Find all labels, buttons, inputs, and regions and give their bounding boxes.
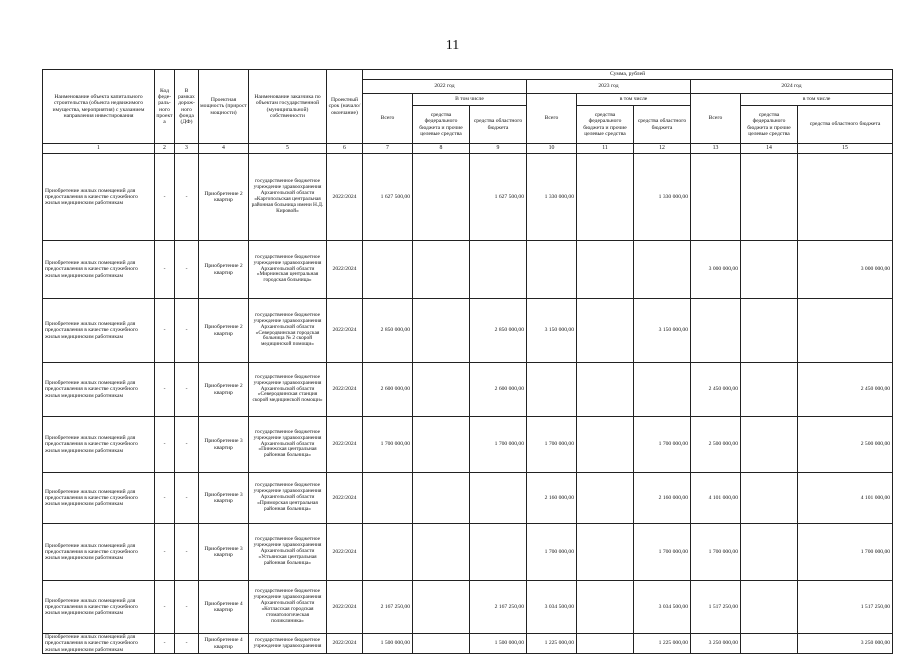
header-reg-2023: средства областного бюджета: [634, 106, 691, 144]
total-2024: 3 000 000,00: [691, 241, 741, 299]
total-2024: 1 700 000,00: [691, 524, 741, 581]
project-code: -: [155, 417, 175, 473]
fed-2022: [413, 299, 470, 363]
total-2022: 1 500 000,00: [363, 634, 413, 654]
table-row: [43, 417, 893, 473]
fed-2022: [413, 363, 470, 417]
fed-2023: [577, 524, 634, 581]
object-name: Приобретение жилых помещений для предоставления в качестве служебного жилья медицинским работникам: [43, 363, 155, 417]
fed-2023: [577, 363, 634, 417]
capacity: Приобретение 4 квартир: [199, 581, 249, 634]
total-2024: 2 500 000,00: [691, 417, 741, 473]
object-name: Приобретение жилых помещений для предоставления в качестве служебного жилья медицинским работникам: [43, 473, 155, 524]
object-name: Приобретение жилых помещений для предоставления в качестве служебного жилья медицинским работникам: [43, 581, 155, 634]
header-fed-2022: средства федерального бюджета и прочие целевые средства: [413, 106, 470, 144]
reg-2023: 3 150 000,00: [634, 299, 691, 363]
fed-2023: [577, 634, 634, 654]
total-2023: 1 225 000,00: [527, 634, 577, 654]
reg-2024: 1 517 250,00: [798, 581, 893, 634]
total-2022: 1 627 500,00: [363, 154, 413, 241]
header-incl-2024: в том числе: [741, 94, 893, 106]
reg-2022: [470, 241, 527, 299]
fed-2024: [741, 524, 798, 581]
total-2024: 3 250 000,00: [691, 634, 741, 654]
investment-table-sheet: [42, 69, 892, 653]
total-2022: [363, 241, 413, 299]
header-project-code: Код феде-раль-ного проекта: [155, 70, 175, 144]
table-row: [43, 241, 893, 299]
total-2023: 2 160 000,00: [527, 473, 577, 524]
capacity: Приобретение 2 квартир: [199, 241, 249, 299]
road-fund: -: [175, 524, 199, 581]
header-capacity: Проектная мощность (прирост мощности): [199, 70, 249, 144]
header-incl-2023: в том числе: [577, 94, 691, 106]
fed-2023: [577, 154, 634, 241]
fed-2023: [577, 581, 634, 634]
fed-2022: [413, 524, 470, 581]
column-number: 7: [363, 144, 413, 154]
capacity: Приобретение 3 квартир: [199, 417, 249, 473]
object-name: Приобретение жилых помещений для предоставления в качестве служебного жилья медицинским работникам: [43, 154, 155, 241]
term: 2022/2024: [327, 634, 363, 654]
investment-table: [42, 69, 893, 654]
column-number: 5: [249, 144, 327, 154]
fed-2023: [577, 473, 634, 524]
column-number: 8: [413, 144, 470, 154]
reg-2023: [634, 241, 691, 299]
table-row: [43, 524, 893, 581]
total-2022: [363, 473, 413, 524]
reg-2022: 2 600 000,00: [470, 363, 527, 417]
column-number: 15: [798, 144, 893, 154]
road-fund: -: [175, 417, 199, 473]
table-row: [43, 581, 893, 634]
reg-2022: [470, 473, 527, 524]
fed-2024: [741, 581, 798, 634]
header-year-2024: 2024 год: [691, 80, 893, 94]
header-road-fund: В рамках дорож-ного фонда (ДФ): [175, 70, 199, 144]
reg-2024: 2 500 000,00: [798, 417, 893, 473]
total-2024: [691, 154, 741, 241]
header-term: Проектный срок (начало/окончание): [327, 70, 363, 144]
road-fund: -: [175, 363, 199, 417]
total-2023: 3 034 500,00: [527, 581, 577, 634]
total-2023: 1 700 000,00: [527, 417, 577, 473]
project-code: -: [155, 299, 175, 363]
project-code: -: [155, 634, 175, 654]
customer: государственное бюджетное учреждение здравоохранения Архангельской области «Северодвинская станция скорой медицинской помощи»: [249, 363, 327, 417]
column-number: 2: [155, 144, 175, 154]
fed-2022: [413, 154, 470, 241]
customer: государственное бюджетное учреждение здравоохранения Архангельской области «Каргопольская центральная районная больница имени Н.Д. Кировой»: [249, 154, 327, 241]
reg-2022: 2 850 000,00: [470, 299, 527, 363]
header-fed-2023: средства федерального бюджета и прочие целевые средства: [577, 106, 634, 144]
table-row: [43, 299, 893, 363]
header-incl-2022: В том числе: [413, 94, 527, 106]
reg-2022: 1 700 000,00: [470, 417, 527, 473]
header-total-2023: Всего: [527, 94, 577, 144]
fed-2024: [741, 299, 798, 363]
table-header: [43, 70, 893, 154]
reg-2024: 4 101 000,00: [798, 473, 893, 524]
term: 2022/2024: [327, 473, 363, 524]
term: 2022/2024: [327, 581, 363, 634]
capacity: Приобретение 3 квартир: [199, 524, 249, 581]
project-code: -: [155, 363, 175, 417]
column-number: 9: [470, 144, 527, 154]
customer: государственное бюджетное учреждение здравоохранения Архангельской области «Устьянская центральная районная больница»: [249, 524, 327, 581]
term: 2022/2024: [327, 154, 363, 241]
reg-2023: 3 034 500,00: [634, 581, 691, 634]
header-sum: Сумма, рублей: [363, 70, 893, 80]
object-name: Приобретение жилых помещений для предоставления в качестве служебного жилья медицинским работникам: [43, 634, 155, 654]
total-2022: 2 600 000,00: [363, 363, 413, 417]
project-code: -: [155, 241, 175, 299]
road-fund: -: [175, 581, 199, 634]
fed-2023: [577, 299, 634, 363]
project-code: -: [155, 581, 175, 634]
term: 2022/2024: [327, 417, 363, 473]
header-total-2022: Всего: [363, 94, 413, 144]
column-number: 12: [634, 144, 691, 154]
reg-2023: 2 160 000,00: [634, 473, 691, 524]
road-fund: -: [175, 299, 199, 363]
customer: государственное бюджетное учреждение здравоохранения Архангельской области «Приморская центральная районная больница»: [249, 473, 327, 524]
customer: государственное бюджетное учреждение здравоохранения Архангельской области «Северодвинская городская больница № 2 скорой медицинской помощи»: [249, 299, 327, 363]
page-number: 11: [445, 38, 460, 53]
fed-2024: [741, 473, 798, 524]
header-reg-2024: средства областного бюджета: [798, 106, 893, 144]
reg-2022: 1 627 500,00: [470, 154, 527, 241]
total-2024: [691, 299, 741, 363]
fed-2024: [741, 154, 798, 241]
reg-2023: 1 700 000,00: [634, 524, 691, 581]
customer: государственное бюджетное учреждение здравоохранения Архангельской области «Пинежская центральная районная больница»: [249, 417, 327, 473]
total-2023: [527, 241, 577, 299]
fed-2024: [741, 363, 798, 417]
term: 2022/2024: [327, 241, 363, 299]
term: 2022/2024: [327, 363, 363, 417]
header-object-name: Наименование объекта капитального строительства (объекта недвижимого имущества, мероприятия) с указанием направления инвестирования: [43, 70, 155, 144]
column-numbers-row: [43, 144, 893, 154]
column-number: 1: [43, 144, 155, 154]
table-row: [43, 634, 893, 654]
road-fund: -: [175, 154, 199, 241]
object-name: Приобретение жилых помещений для предоставления в качестве служебного жилья медицинским работникам: [43, 417, 155, 473]
road-fund: -: [175, 241, 199, 299]
object-name: Приобретение жилых помещений для предоставления в качестве служебного жилья медицинским работникам: [43, 524, 155, 581]
total-2023: 3 150 000,00: [527, 299, 577, 363]
fed-2022: [413, 634, 470, 654]
total-2022: 2 167 250,00: [363, 581, 413, 634]
term: 2022/2024: [327, 524, 363, 581]
table-row: [43, 363, 893, 417]
reg-2024: 1 700 000,00: [798, 524, 893, 581]
column-number: 14: [741, 144, 798, 154]
project-code: -: [155, 524, 175, 581]
fed-2022: [413, 581, 470, 634]
total-2022: [363, 524, 413, 581]
term: 2022/2024: [327, 299, 363, 363]
fed-2022: [413, 473, 470, 524]
fed-2024: [741, 634, 798, 654]
capacity: Приобретение 4 квартир: [199, 634, 249, 654]
fed-2022: [413, 241, 470, 299]
reg-2022: 2 167 250,00: [470, 581, 527, 634]
reg-2024: [798, 154, 893, 241]
total-2024: 1 517 250,00: [691, 581, 741, 634]
reg-2023: 1 330 000,00: [634, 154, 691, 241]
fed-2023: [577, 417, 634, 473]
header-fed-2024: средства федерального бюджета и прочие целевые средства: [741, 106, 798, 144]
capacity: Приобретение 2 квартир: [199, 299, 249, 363]
total-2024: 2 450 000,00: [691, 363, 741, 417]
total-2023: [527, 363, 577, 417]
reg-2024: 3 000 000,00: [798, 241, 893, 299]
road-fund: -: [175, 473, 199, 524]
capacity: Приобретение 2 квартир: [199, 363, 249, 417]
reg-2023: 1 700 000,00: [634, 417, 691, 473]
reg-2023: 1 225 000,00: [634, 634, 691, 654]
project-code: -: [155, 154, 175, 241]
customer: государственное бюджетное учреждение здравоохранения: [249, 634, 327, 654]
customer: государственное бюджетное учреждение здравоохранения Архангельской области «Котласская городская стоматологическая поликлиника»: [249, 581, 327, 634]
total-2022: 1 700 000,00: [363, 417, 413, 473]
reg-2023: [634, 363, 691, 417]
header-customer: Наименование заказчика по объектам государственной (муниципальной) собственности: [249, 70, 327, 144]
reg-2024: 2 450 000,00: [798, 363, 893, 417]
total-2023: 1 700 000,00: [527, 524, 577, 581]
reg-2022: 1 500 000,00: [470, 634, 527, 654]
total-2022: 2 850 000,00: [363, 299, 413, 363]
reg-2024: [798, 299, 893, 363]
capacity: Приобретение 2 квартир: [199, 154, 249, 241]
column-number: 3: [175, 144, 199, 154]
total-2023: 1 330 000,00: [527, 154, 577, 241]
table-body: [43, 154, 893, 654]
column-number: 4: [199, 144, 249, 154]
header-total-2024: Всего: [691, 94, 741, 144]
object-name: Приобретение жилых помещений для предоставления в качестве служебного жилья медицинским работникам: [43, 241, 155, 299]
capacity: Приобретение 3 квартир: [199, 473, 249, 524]
fed-2024: [741, 417, 798, 473]
reg-2022: [470, 524, 527, 581]
customer: государственное бюджетное учреждение здравоохранения Архангельской области «Мирнинская центральная городская больница»: [249, 241, 327, 299]
column-number: 6: [327, 144, 363, 154]
header-year-2022: 2022 год: [363, 80, 527, 94]
fed-2022: [413, 417, 470, 473]
project-code: -: [155, 473, 175, 524]
fed-2024: [741, 241, 798, 299]
table-row: [43, 154, 893, 241]
object-name: Приобретение жилых помещений для предоставления в качестве служебного жилья медицинским работникам: [43, 299, 155, 363]
road-fund: -: [175, 634, 199, 654]
total-2024: 4 101 000,00: [691, 473, 741, 524]
reg-2024: 3 250 000,00: [798, 634, 893, 654]
fed-2023: [577, 241, 634, 299]
column-number: 11: [577, 144, 634, 154]
column-number: 13: [691, 144, 741, 154]
column-number: 10: [527, 144, 577, 154]
header-year-2023: 2023 год: [527, 80, 691, 94]
header-reg-2022: средства областного бюджета: [470, 106, 527, 144]
table-row: [43, 473, 893, 524]
